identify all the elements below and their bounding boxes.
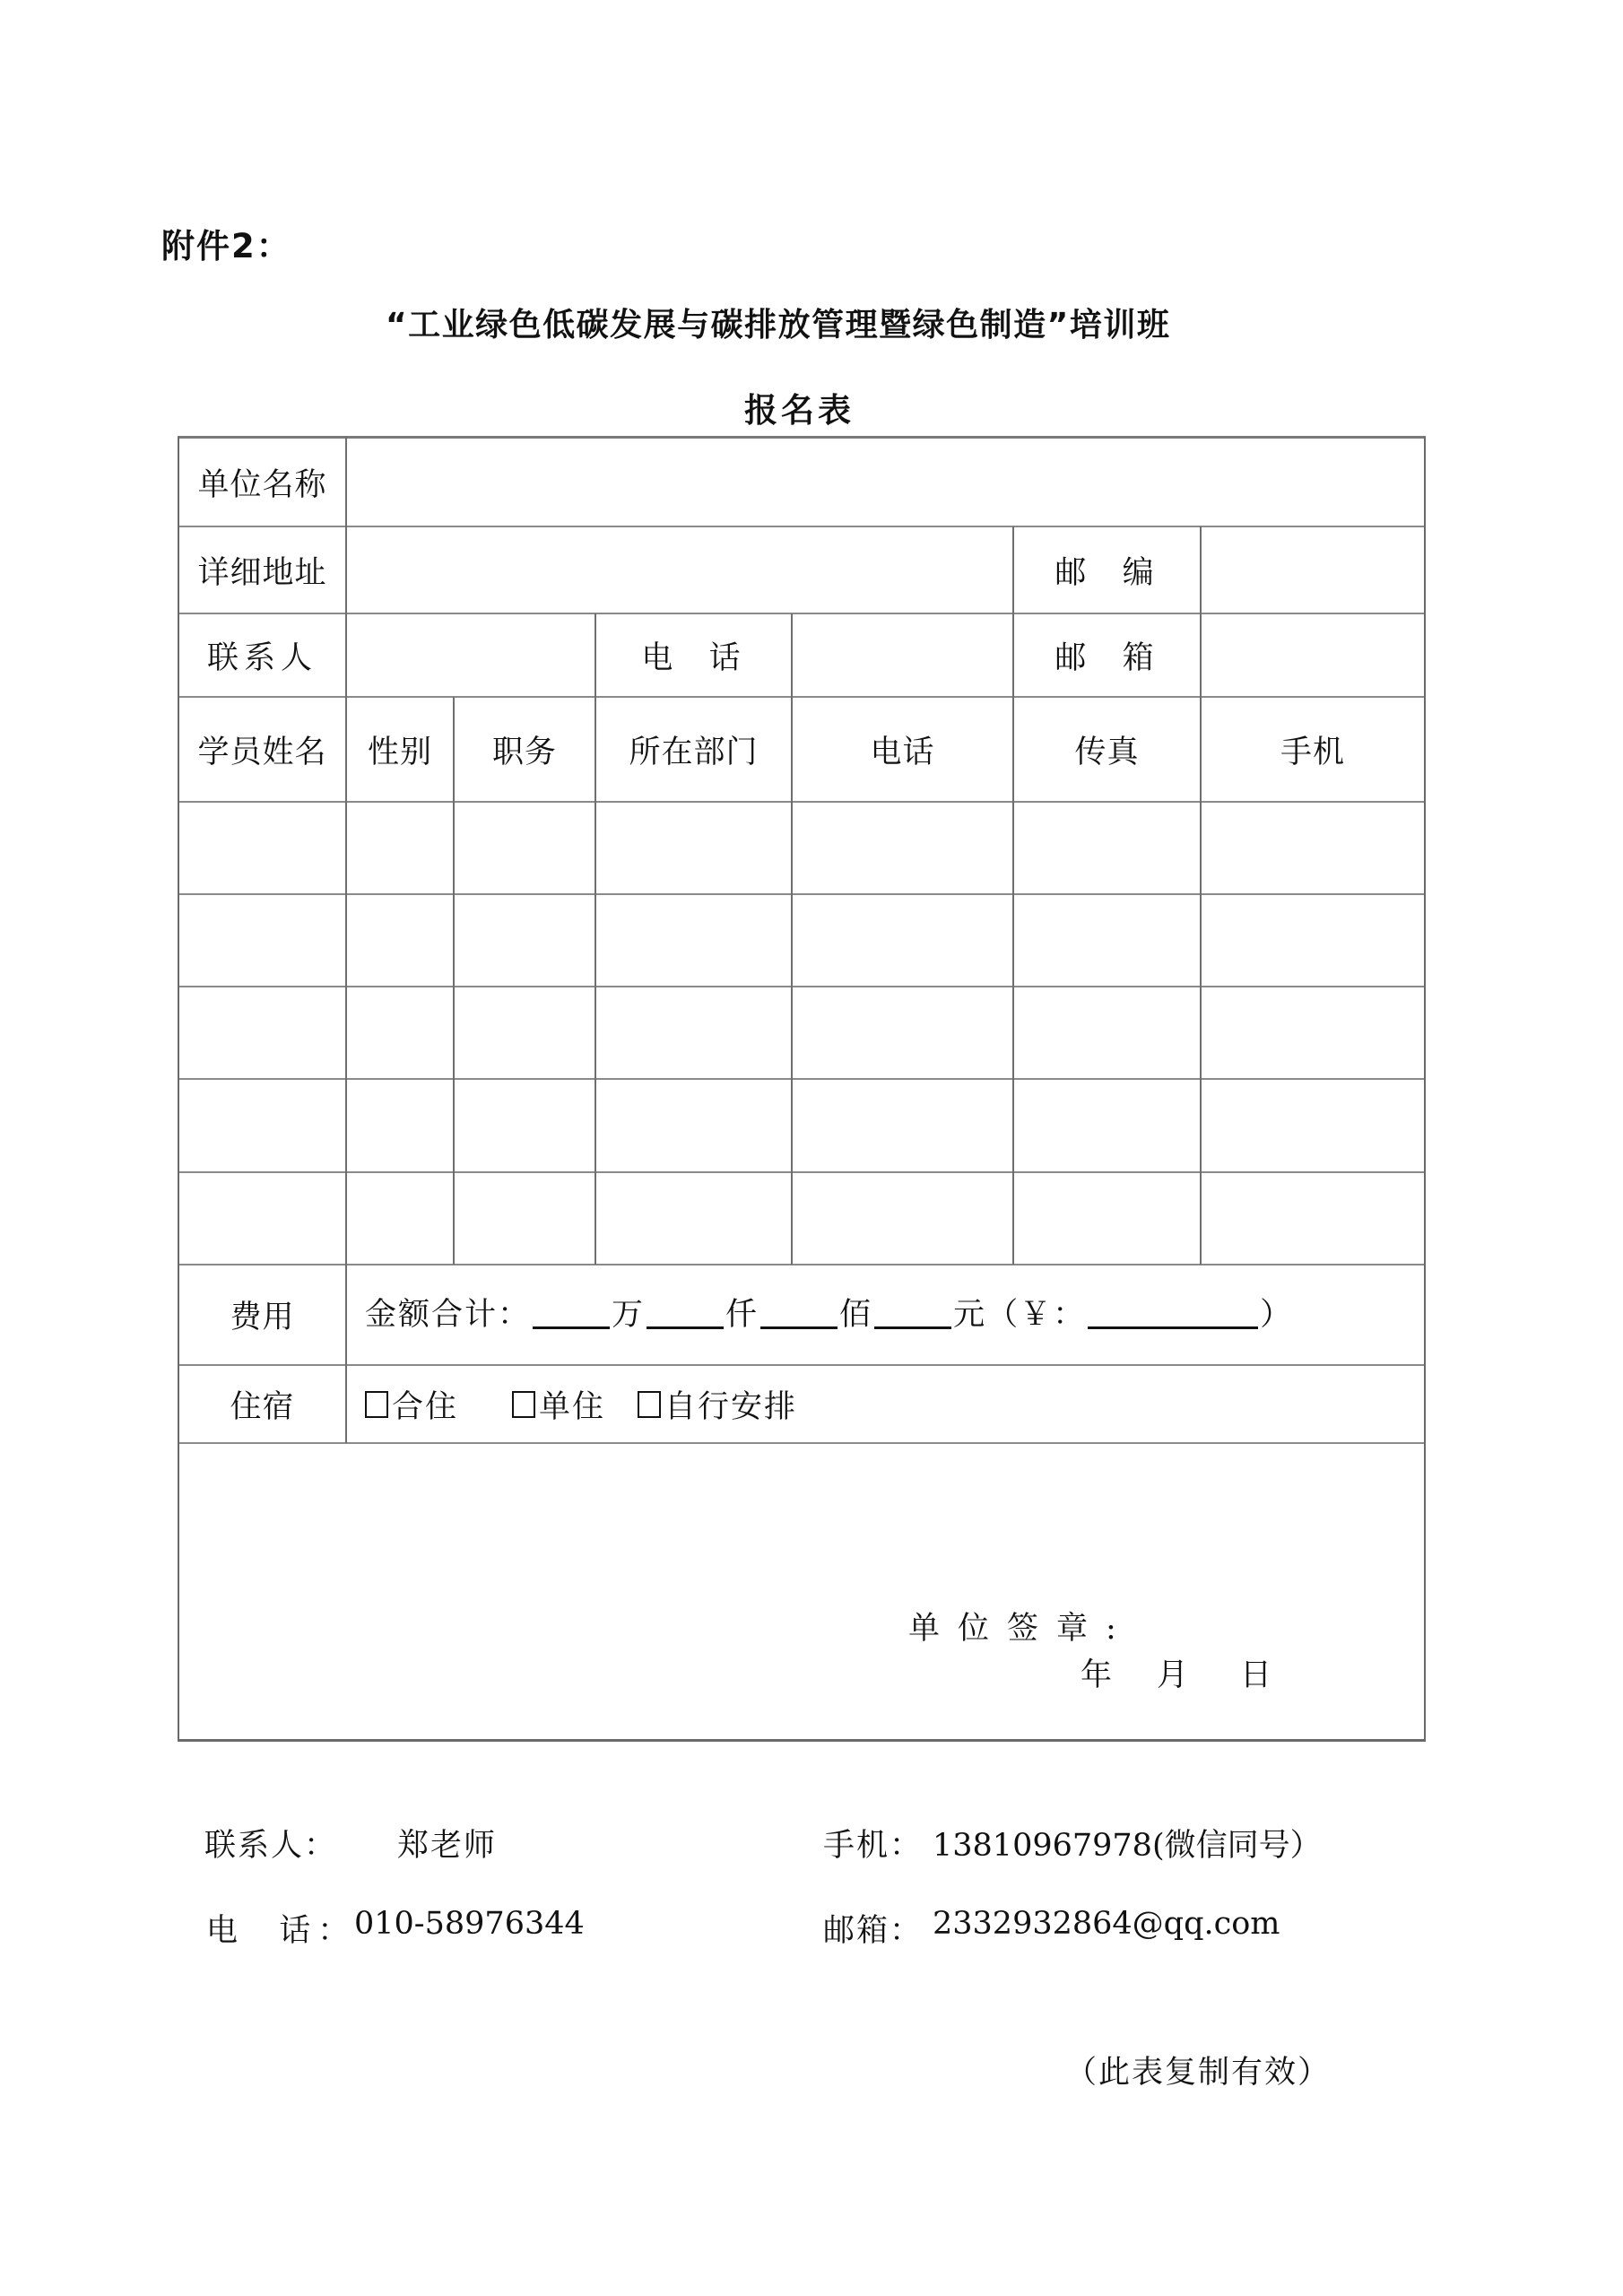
student-cell-input[interactable]: [1203, 895, 1426, 983]
footer-contact-name: 郑老师: [397, 1828, 498, 1864]
org-name-field[interactable]: [348, 439, 1426, 526]
column-header-mobile: 手机: [1280, 734, 1345, 770]
document-title: “工业绿色低碳发展与碳排放管理暨绿色制造”培训班: [386, 307, 1171, 344]
student-cell-input[interactable]: [598, 803, 793, 891]
student-cell-input[interactable]: [1016, 895, 1202, 983]
student-cell-input[interactable]: [456, 987, 596, 1075]
postcode-label: 邮 编: [1055, 554, 1159, 591]
student-cell-input[interactable]: [181, 1173, 347, 1261]
footer-phone-label: 电 话：: [206, 1913, 357, 1949]
footer-mobile-label: 手机：: [823, 1828, 924, 1864]
student-cell-input[interactable]: [1203, 1173, 1426, 1261]
address-label: 详细地址: [197, 554, 327, 591]
lodging-option-shared[interactable]: [365, 1382, 458, 1427]
lodging-option-label: 合住: [392, 1389, 459, 1425]
email-label: 邮 箱: [1055, 639, 1159, 676]
column-header-name: 学员姓名: [197, 734, 327, 770]
row-divider: [178, 1442, 1426, 1444]
student-cell-input[interactable]: [598, 1080, 793, 1168]
date-day: 日: [1240, 1657, 1272, 1693]
student-cell-input[interactable]: [598, 895, 793, 983]
student-cell-input[interactable]: [349, 987, 455, 1075]
date-month: 月: [1157, 1657, 1189, 1693]
fee-amount-line: [365, 1290, 1293, 1335]
student-cell-input[interactable]: [598, 987, 793, 1075]
lodging-option-label: 自行安排: [664, 1389, 798, 1425]
copy-valid-note: （此表复制有效）: [1065, 2055, 1332, 2091]
student-cell-input[interactable]: [349, 1173, 455, 1261]
fee-amount-blank[interactable]: [1088, 1326, 1258, 1329]
column-header-position: 职务: [491, 734, 557, 770]
column-header-phone: 电话: [870, 734, 935, 770]
student-cell-input[interactable]: [349, 895, 455, 983]
student-cell-input[interactable]: [1203, 803, 1426, 891]
form-subtitle: 报名表: [744, 391, 855, 430]
student-cell-input[interactable]: [181, 895, 347, 983]
column-header-department: 所在部门: [629, 734, 759, 770]
footer-phone-value: 010-58976344: [354, 1906, 585, 1942]
student-cell-input[interactable]: [181, 803, 347, 891]
fee-label: 费用: [230, 1300, 295, 1335]
table-border-bottom: [178, 1739, 1426, 1742]
footer-contact-label: 联系人：: [204, 1828, 338, 1864]
org-name-label: 单位名称: [197, 467, 327, 503]
student-cell-input[interactable]: [349, 803, 455, 891]
student-cell-input[interactable]: [181, 1080, 347, 1168]
fee-currency-open: （￥：: [986, 1297, 1087, 1333]
student-cell-input[interactable]: [794, 987, 1014, 1075]
student-cell-input[interactable]: [1016, 1080, 1202, 1168]
student-cell-input[interactable]: [456, 803, 596, 891]
checkbox-icon[interactable]: [365, 1391, 388, 1418]
contact-label: 联系人: [206, 639, 317, 676]
student-cell-input[interactable]: [794, 1080, 1014, 1168]
student-cell-input[interactable]: [794, 803, 1014, 891]
student-cell-input[interactable]: [1203, 987, 1426, 1075]
student-cell-input[interactable]: [1016, 1173, 1202, 1261]
lodging-option-label: 单住: [539, 1389, 606, 1425]
student-cell-input[interactable]: [456, 1080, 596, 1168]
student-cell-input[interactable]: [456, 895, 596, 983]
attachment-label: 附件2：: [161, 227, 291, 265]
student-cell-input[interactable]: [598, 1173, 793, 1261]
student-cell-input[interactable]: [181, 987, 347, 1075]
lodging-option-single[interactable]: [512, 1382, 605, 1427]
email-field[interactable]: [1202, 615, 1426, 697]
postcode-field[interactable]: [1202, 528, 1426, 613]
fee-unit-qian: 仟: [725, 1297, 759, 1333]
lodging-label: 住宿: [230, 1388, 295, 1425]
footer-email-value[interactable]: 2332932864@qq.com: [933, 1906, 1280, 1942]
fee-currency-close: ）: [1260, 1297, 1294, 1333]
fee-wan-blank[interactable]: [533, 1326, 610, 1329]
student-cell-input[interactable]: [794, 895, 1014, 983]
footer-mobile-value: 13810967978(微信同号）: [933, 1828, 1322, 1864]
fee-unit-wan: 万: [612, 1297, 646, 1333]
student-cell-input[interactable]: [1016, 987, 1202, 1075]
student-cell-input[interactable]: [1203, 1080, 1426, 1168]
phone-field[interactable]: [794, 615, 1015, 697]
phone-label: 电 话: [641, 639, 746, 676]
contact-field[interactable]: [348, 615, 597, 697]
lodging-options: [365, 1384, 851, 1425]
fee-unit-bai: 佰: [839, 1297, 873, 1333]
student-cell-input[interactable]: [349, 1080, 455, 1168]
fee-total-label: 金额合计：: [365, 1297, 532, 1333]
date-year: 年: [1081, 1657, 1113, 1693]
footer-email-label: 邮箱：: [823, 1913, 924, 1949]
checkbox-icon[interactable]: [512, 1391, 535, 1418]
student-cell-input[interactable]: [1016, 803, 1202, 891]
checkbox-icon[interactable]: [638, 1391, 661, 1418]
student-cell-input[interactable]: [456, 1173, 596, 1261]
student-cell-input[interactable]: [794, 1173, 1014, 1261]
lodging-option-self-arranged[interactable]: [638, 1382, 797, 1427]
row-divider: [178, 1364, 1426, 1366]
fee-qian-blank[interactable]: [647, 1326, 724, 1329]
address-field[interactable]: [348, 528, 1015, 613]
fee-unit-yuan: 元: [953, 1297, 987, 1333]
column-header-fax: 传真: [1074, 734, 1140, 770]
signature-label: 单位签章:: [908, 1611, 1134, 1647]
fee-yuan-blank[interactable]: [874, 1326, 951, 1329]
column-header-gender: 性别: [367, 734, 432, 770]
fee-bai-blank[interactable]: [760, 1326, 838, 1329]
table-border-top: [178, 436, 1426, 439]
row-divider: [178, 1264, 1426, 1265]
